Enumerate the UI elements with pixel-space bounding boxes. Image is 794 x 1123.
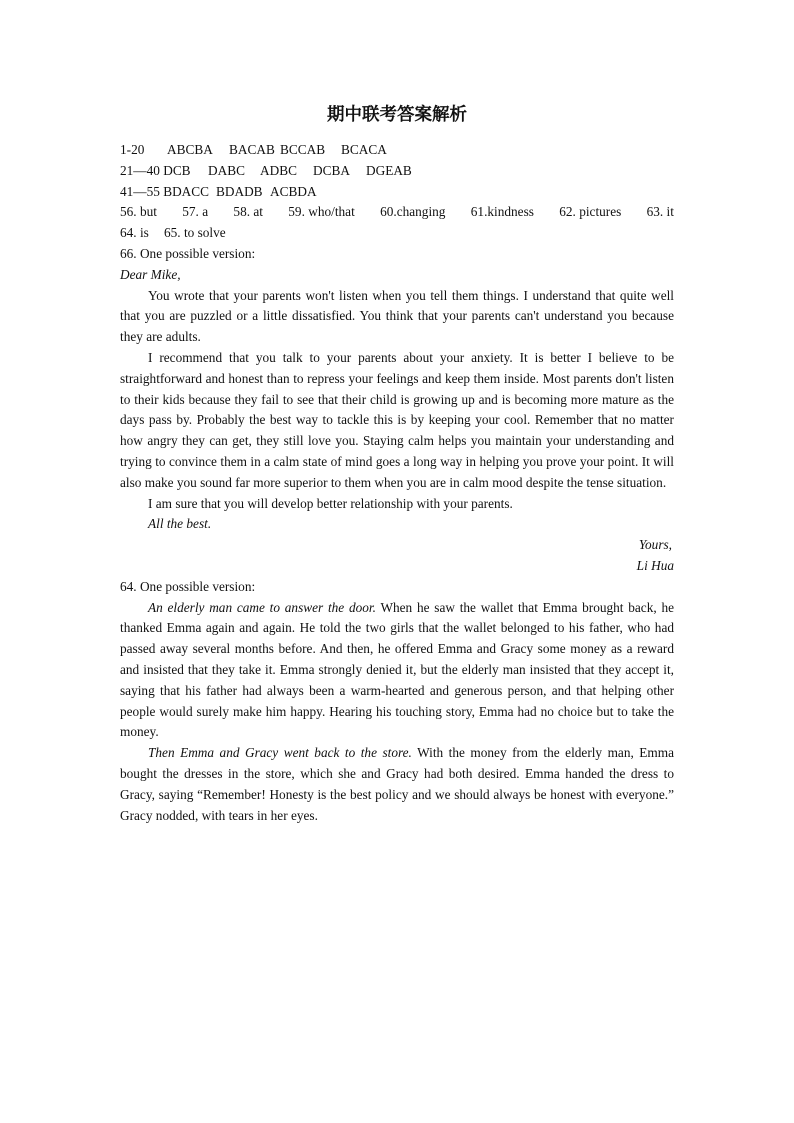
- answer-item: 56. but: [120, 204, 157, 220]
- answer-group: BCACA: [341, 142, 387, 157]
- answer-group: 41—55 BDACC: [120, 183, 210, 199]
- answer-item: 63. it: [646, 204, 674, 220]
- answer-group: DCBA: [313, 162, 350, 178]
- story-body-text: When he saw the wallet that Emma brought back, he thanked Emma again and again. He told the two girls that the wallet belonged to his father, who had passed away several months before. And then, he offered Emma and Gracy some money as a reward and insisted that they take it. Emma strongly denied it, but the elderly man insisted that they accept it, saying that his father had always been a warm-hearted and generous person, and that helping other people would surely make him happy. Hearing his touching story, Emma had no choice but to take the money.: [120, 599, 674, 740]
- answer-item: 59. who/that: [288, 204, 355, 220]
- answer-item: 60.changing: [380, 204, 446, 220]
- answer-row-4: [120, 202, 674, 223]
- answer-item: 65. to solve: [164, 225, 226, 241]
- answer-group: ADBC: [260, 162, 297, 178]
- answer-group: ABCBA: [167, 142, 213, 157]
- letter-sign-off: Yours,: [638, 537, 672, 553]
- answer-group: ACBDA: [270, 183, 317, 199]
- story-body-text: With the money from the elderly man, Emma bought the dresses in the store, which she and Gracy had both desired. Emma handed the dress to Gracy, saying “Remember! Honesty is the best policy and we should always be honest with everyone.” Gracy nodded, with tears in her eyes.: [120, 745, 674, 823]
- letter-paragraph: I am sure that you will develop better relationship with your parents.: [148, 495, 513, 511]
- letter-heading: 66. One possible version:: [120, 245, 256, 261]
- story-lead-sentence: Then Emma and Gracy went back to the store.: [148, 745, 412, 761]
- letter-paragraph: You wrote that your parents won't listen when you tell them things. I understand that quite well that you are puzzled or a little dissatisfied. You think that your parents can't understand you because they are adults.: [120, 287, 674, 345]
- answer-row-2: [120, 161, 674, 182]
- letter-salutation: Dear Mike,: [120, 266, 181, 282]
- story-lead-sentence: An elderly man came to answer the door.: [148, 599, 376, 615]
- answer-item: 61.kindness: [470, 204, 534, 220]
- story-paragraph: [120, 743, 674, 826]
- letter-paragraph: I recommend that you talk to your parents about your anxiety. It is better I believe to be straightforward and honest than to repress your feelings and keep them inside. Most parents don't listen to their kids because they fail to see that their child is growing up and is becoming more mature as the days pass by. Probably the best way to tackle this is by keeping your cool. Remember that no matter how angry they can get, they still love you. Staying calm helps you maintain your understanding and trying to convince them in a calm state of mind goes a long way in helping you prove your point. It will also make you sound far more superior to them when you are in calm mood despite the tense situation.: [120, 349, 674, 490]
- answer-item: 64. is: [120, 225, 149, 241]
- page-title: 期中联考答案解析: [327, 105, 467, 125]
- story-paragraph: [120, 598, 674, 744]
- answer-row-3: [120, 182, 674, 203]
- answer-group: 21—40 DCB: [120, 162, 191, 178]
- answer-group: DABC: [208, 162, 245, 178]
- answer-group: BACAB: [229, 142, 275, 157]
- answer-item: 62. pictures: [559, 204, 622, 220]
- answer-range: 1-20: [120, 142, 145, 157]
- story-heading: 64. One possible version:: [120, 578, 256, 594]
- answer-item: 57. a: [182, 204, 209, 220]
- answer-group: BCCAB: [280, 142, 326, 157]
- answer-group: DGEAB: [366, 162, 412, 178]
- answer-row-5: [120, 223, 674, 244]
- answer-group: BDADB: [216, 183, 263, 199]
- letter-signature: Li Hua: [636, 557, 674, 573]
- answer-row-1: [120, 140, 674, 161]
- document-body: [120, 103, 674, 826]
- answer-item: 58. at: [233, 204, 263, 220]
- letter-closing: All the best.: [148, 516, 212, 532]
